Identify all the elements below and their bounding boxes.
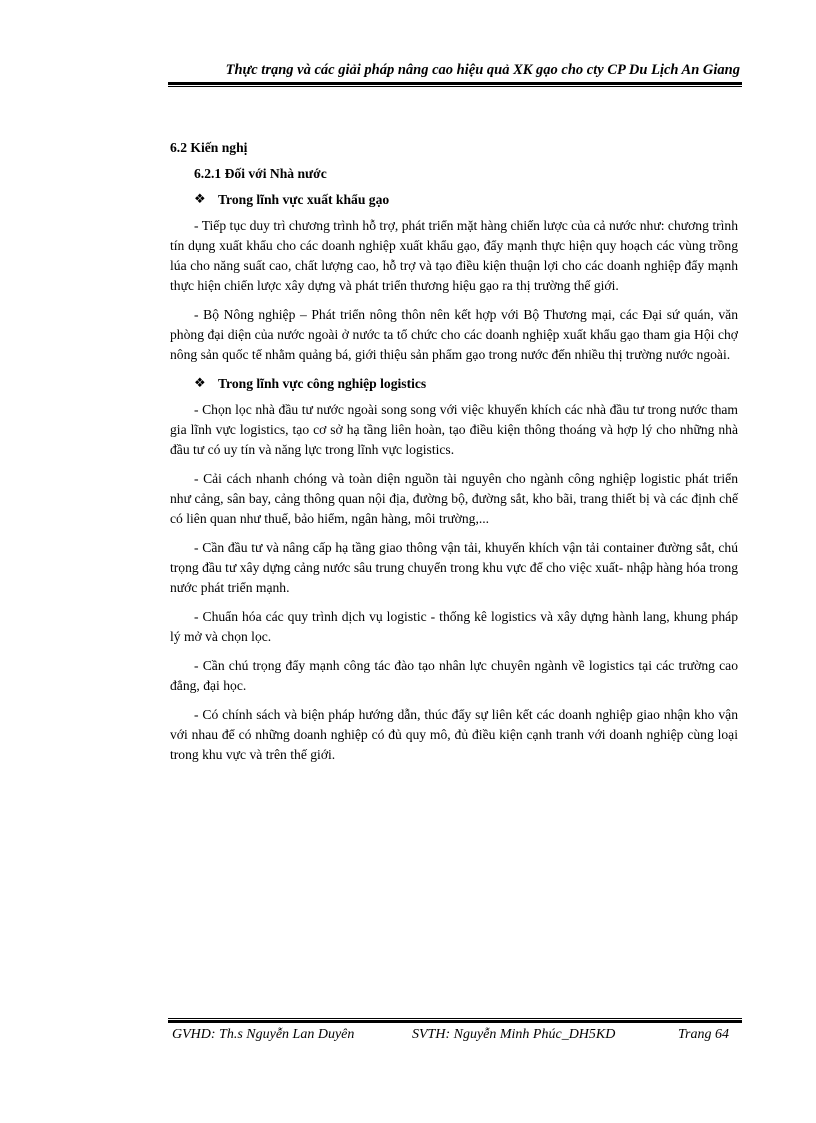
heading-recommendations: 6.2 Kiến nghị	[170, 140, 248, 155]
paragraph: - Cải cách nhanh chóng và toàn diện nguồn tài nguyên cho ngành công nghiệp logistic phát triển như cảng, sân bay, cảng thông quan nội địa, đường bộ, đường sắt, kho bãi, trang thiết bị và các định chế có liên quan như thuế, bảo hiểm, ngân hàng, môi trường,...	[170, 471, 738, 526]
paragraph: - Chuẩn hóa các quy trình dịch vụ logistic - thống kê logistics và xây dựng hành lang, khung pháp lý mở và chọn lọc.	[170, 609, 738, 644]
header-rule-thin	[168, 86, 742, 87]
diamond-bullet-icon: ❖	[194, 192, 206, 207]
heading-for-state: 6.2.1 Đối với Nhà nước	[194, 166, 327, 181]
document-body	[170, 138, 738, 774]
footer-advisor: GVHD: Th.s Nguyễn Lan Duyên	[172, 1027, 355, 1042]
footer-student: SVTH: Nguyễn Minh Phúc_DH5KD	[412, 1027, 616, 1042]
paragraph: - Chọn lọc nhà đầu tư nước ngoài song song với việc khuyến khích các nhà đầu tư trong nước tham gia lĩnh vực logistics, tạo cơ sở hạ tầng liên hoàn, tạo điều kiện thông thoáng và hợp lý cho những nhà đầu tư có uy tín và năng lực trong lĩnh vực logistics.	[170, 402, 738, 457]
section-title-logistics: Trong lĩnh vực công nghiệp logistics	[218, 376, 427, 391]
paragraph: - Cần chú trọng đẩy mạnh công tác đào tạo nhân lực chuyên ngành về logistics tại các trường cao đẳng, đại học.	[170, 658, 738, 693]
section-heading-rice-export	[194, 190, 738, 210]
footer-rule-thin	[168, 1018, 742, 1019]
diamond-bullet-icon: ❖	[194, 376, 206, 391]
page-header-title: Thực trạng và các giải pháp nâng cao hiệu quả XK gạo cho cty CP Du Lịch An Giang	[225, 62, 740, 78]
paragraph: - Bộ Nông nghiệp – Phát triển nông thôn nên kết hợp với Bộ Thương mại, các Đại sứ quán, văn phòng đại diện của nước ngoài ở nước ta tổ chức cho các doanh nghiệp xuất khẩu gạo tham gia Hội chợ nông sản quốc tế nhằm quảng bá, giới thiệu sản phẩm gạo trong nước đến nhiều thị trường nước ngoài.	[170, 307, 738, 362]
section-heading-logistics	[194, 374, 738, 394]
paragraph: - Cần đầu tư và nâng cấp hạ tầng giao thông vận tải, khuyến khích vận tải container đường sắt, chú trọng đầu tư xây dựng cảng nước sâu trung chuyển trong khu vực để cho việc xuất- nhập hàng hóa trong nước phát triển mạnh.	[170, 540, 738, 595]
header-rule-thick	[168, 82, 742, 85]
footer-rule-thick	[168, 1020, 742, 1023]
paragraph: - Có chính sách và biện pháp hướng dẫn, thúc đẩy sự liên kết các doanh nghiệp giao nhận kho vận với nhau để có những doanh nghiệp có đủ quy mô, đủ điều kiện cạnh tranh với doanh nghiệp cùng loại trong khu vực và trên thế giới.	[170, 707, 738, 762]
section-title-rice-export: Trong lĩnh vực xuất khẩu gạo	[218, 192, 390, 207]
footer-page-number: Trang 64	[678, 1027, 729, 1042]
paragraph: - Tiếp tục duy trì chương trình hỗ trợ, phát triển mặt hàng chiến lược của cả nước như: chương trình tín dụng xuất khẩu cho các doanh nghiệp xuất khẩu gạo, đẩy mạnh thực hiện quy hoạch các vùng trồng lúa cho năng suất cao, chất lượng cao, hỗ trợ và tạo điều kiện thuận lợi cho các doanh nghiệp đẩy mạnh thực hiện chiến lược xây dựng và phát triển thương hiệu gạo ra thị trường thế giới.	[170, 218, 738, 293]
